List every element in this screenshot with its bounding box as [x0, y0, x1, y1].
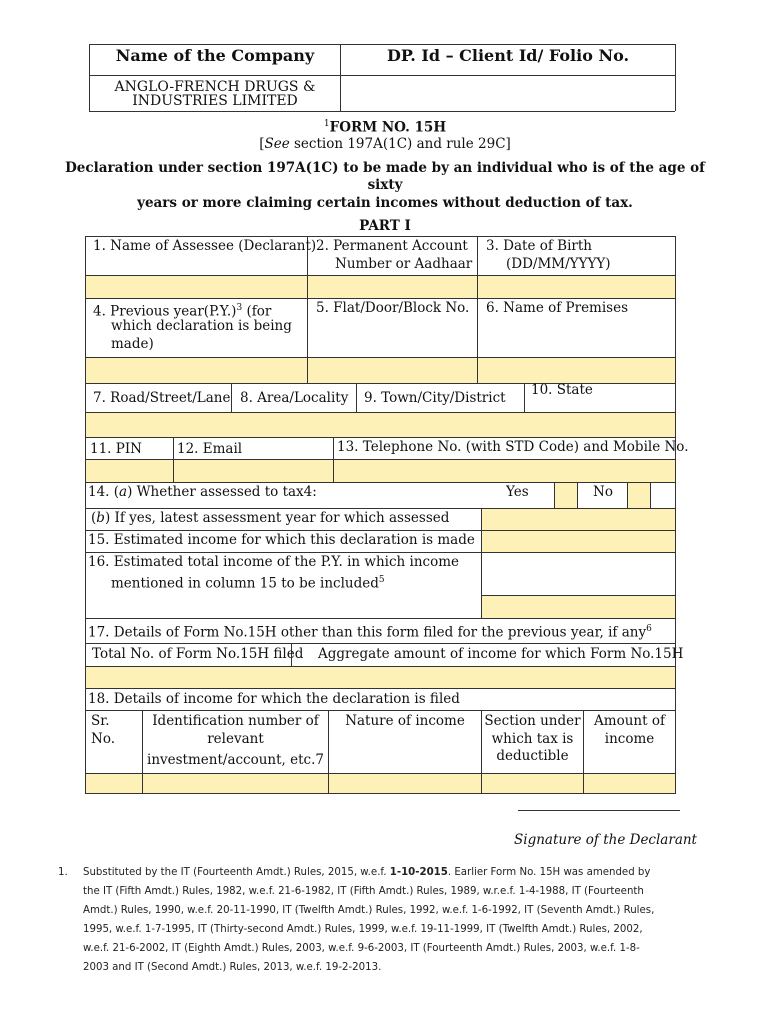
footnote-line1: Substituted by the IT (Fourteenth Amdt.) Rules, 2015, w.e.f. 1-10-2015. Earlier Form No. 15H was amended by [83, 867, 651, 878]
part-title: PART I [359, 218, 411, 234]
form-subtitle: [See section 197A(1C) and rule 29C] [259, 136, 511, 152]
no-checkbox[interactable] [628, 483, 650, 509]
signature-label: Signature of the Declarant [514, 832, 697, 848]
field-2-label-a: 2. Permanent Account [316, 238, 468, 254]
field-4-label-c: made) [111, 336, 154, 352]
total-income-input[interactable] [482, 596, 675, 618]
col-sr-label-a: Sr. [91, 713, 110, 729]
field-4-label-b: which declaration is being [111, 318, 292, 334]
field-3-label-a: 3. Date of Birth [486, 238, 592, 254]
col-id-label-a: Identification number of [152, 713, 319, 729]
field-17-label: 17. Details of Form No.15H other than this form filed for the previous year, if any$^6$ [88, 624, 652, 641]
field-3-label-b: (DD/MM/YYYY) [506, 256, 611, 272]
field-16-label-b: mentioned in column 15 to be included$^5$ [111, 575, 385, 592]
form15h-details-input[interactable] [86, 667, 675, 688]
assessment-year-input[interactable] [482, 509, 675, 530]
footnote-number: 1. [58, 867, 68, 878]
col-id-label-c: investment/account, etc.7 [147, 752, 324, 768]
field-16-label-a: 16. Estimated total income of the P.Y. in which income [88, 554, 460, 570]
field-10-label: 10. State [531, 382, 593, 398]
yes-checkbox[interactable] [555, 483, 577, 509]
footnote-line5: w.e.f. 21-6-2002, IT (Eighth Amdt.) Rules, 2003, w.e.f. 9-6-2003, IT (Fourteenth Amdt.) Rules, 2003, w.e.f. 1-8- [83, 943, 640, 954]
field-15-label: 15. Estimated income for which this declaration is made [88, 532, 475, 548]
folio-input[interactable] [342, 77, 674, 110]
footnote-line2: the IT (Fifth Amdt.) Rules, 1982, w.e.f. 21-6-1982, IT (Fifth Amdt.) Rules, 1989, w.r.e.f. 1-4-1988, IT (Fourteenth [83, 886, 644, 897]
field-13-label: 13. Telephone No. (with STD Code) and Mobile No. [337, 439, 689, 455]
declaration-line1: Declaration under section 197A(1C) to be made by an individual who is of the age of [65, 160, 705, 176]
form-title: $^1$FORM NO. 15H [323, 119, 447, 136]
footnote-line6: 2003 and IT (Second Amdt.) Rules, 2013, w.e.f. 19-2-2013. [83, 962, 382, 973]
field-2-label-b: Number or Aadhaar [335, 256, 473, 272]
header-folio-title: DP. Id – Client Id/ Folio No. [386, 46, 630, 65]
col-section-label-a: Section under [484, 713, 581, 729]
pin-email-phone-input[interactable] [86, 460, 675, 482]
header-company-title: Name of the Company [115, 46, 315, 65]
field-14b-label: (b) If yes, latest assessment year for which assessed [91, 510, 450, 526]
field-18-label: 18. Details of income for which the declaration is filed [88, 691, 460, 707]
col-amount-label-b: income [604, 731, 655, 747]
field-12-label: 12. Email [177, 441, 243, 457]
assessee-details-input[interactable] [86, 276, 675, 298]
estimated-income-input[interactable] [482, 531, 675, 553]
field-14a-label: 14. (a) Whether assessed to tax4: [88, 484, 317, 500]
previous-year-address-input[interactable] [86, 358, 675, 383]
field-11-label: 11. PIN [90, 441, 142, 457]
col-section-label-b: which tax is [491, 731, 574, 747]
company-name-line1: ANGLO-FRENCH DRUGS & [114, 79, 316, 95]
field-1-label: 1. Name of Assessee (Declarant) [93, 238, 317, 254]
income-details-input[interactable] [86, 774, 675, 793]
field-17-col2: Aggregate amount of income for which Form No.15H [318, 646, 684, 662]
col-id-label-b: relevant [207, 731, 264, 747]
road-area-town-state-input[interactable] [86, 413, 675, 437]
no-label: No [593, 484, 613, 500]
col-sr-label-b: No. [91, 731, 115, 747]
field-4-label-a: 4. Previous $year(P.Y.)^3$ (for [93, 303, 272, 320]
yes-label: Yes [506, 484, 529, 500]
field-7-label: 7. Road/Street/Lane [93, 390, 231, 406]
signature-line [518, 810, 680, 811]
field-8-label: 8. Area/Locality [240, 390, 349, 406]
col-nature-label: Nature of income [345, 713, 465, 729]
declaration-line3: years or more claiming certain incomes without deduction of tax. [137, 195, 633, 211]
col-amount-label-a: Amount of [594, 713, 665, 729]
field-5-label: 5. Flat/Door/Block No. [316, 300, 470, 316]
field-17-col1: Total No. of Form No.15H filed [92, 646, 304, 662]
col-section-label-c: deductible [496, 748, 569, 764]
footnote-line4: 1995, w.e.f. 1-7-1995, IT (Thirty-second Amdt.) Rules, 1999, w.e.f. 19-11-1999, IT (Twelfth Amdt.) Rules, 2002, [83, 924, 643, 935]
field-9-label: 9. Town/City/District [364, 390, 506, 406]
footnote-line3: Amdt.) Rules, 1990, w.e.f. 20-11-1990, IT (Twelfth Amdt.) Rules, 1992, w.e.f. 1-6-1992, IT (Seventh Amdt.) Rules, [83, 905, 655, 916]
declaration-line2: sixty [367, 177, 403, 193]
company-name-line2: INDUSTRIES LIMITED [132, 93, 298, 109]
field-6-label: 6. Name of Premises [486, 300, 629, 316]
